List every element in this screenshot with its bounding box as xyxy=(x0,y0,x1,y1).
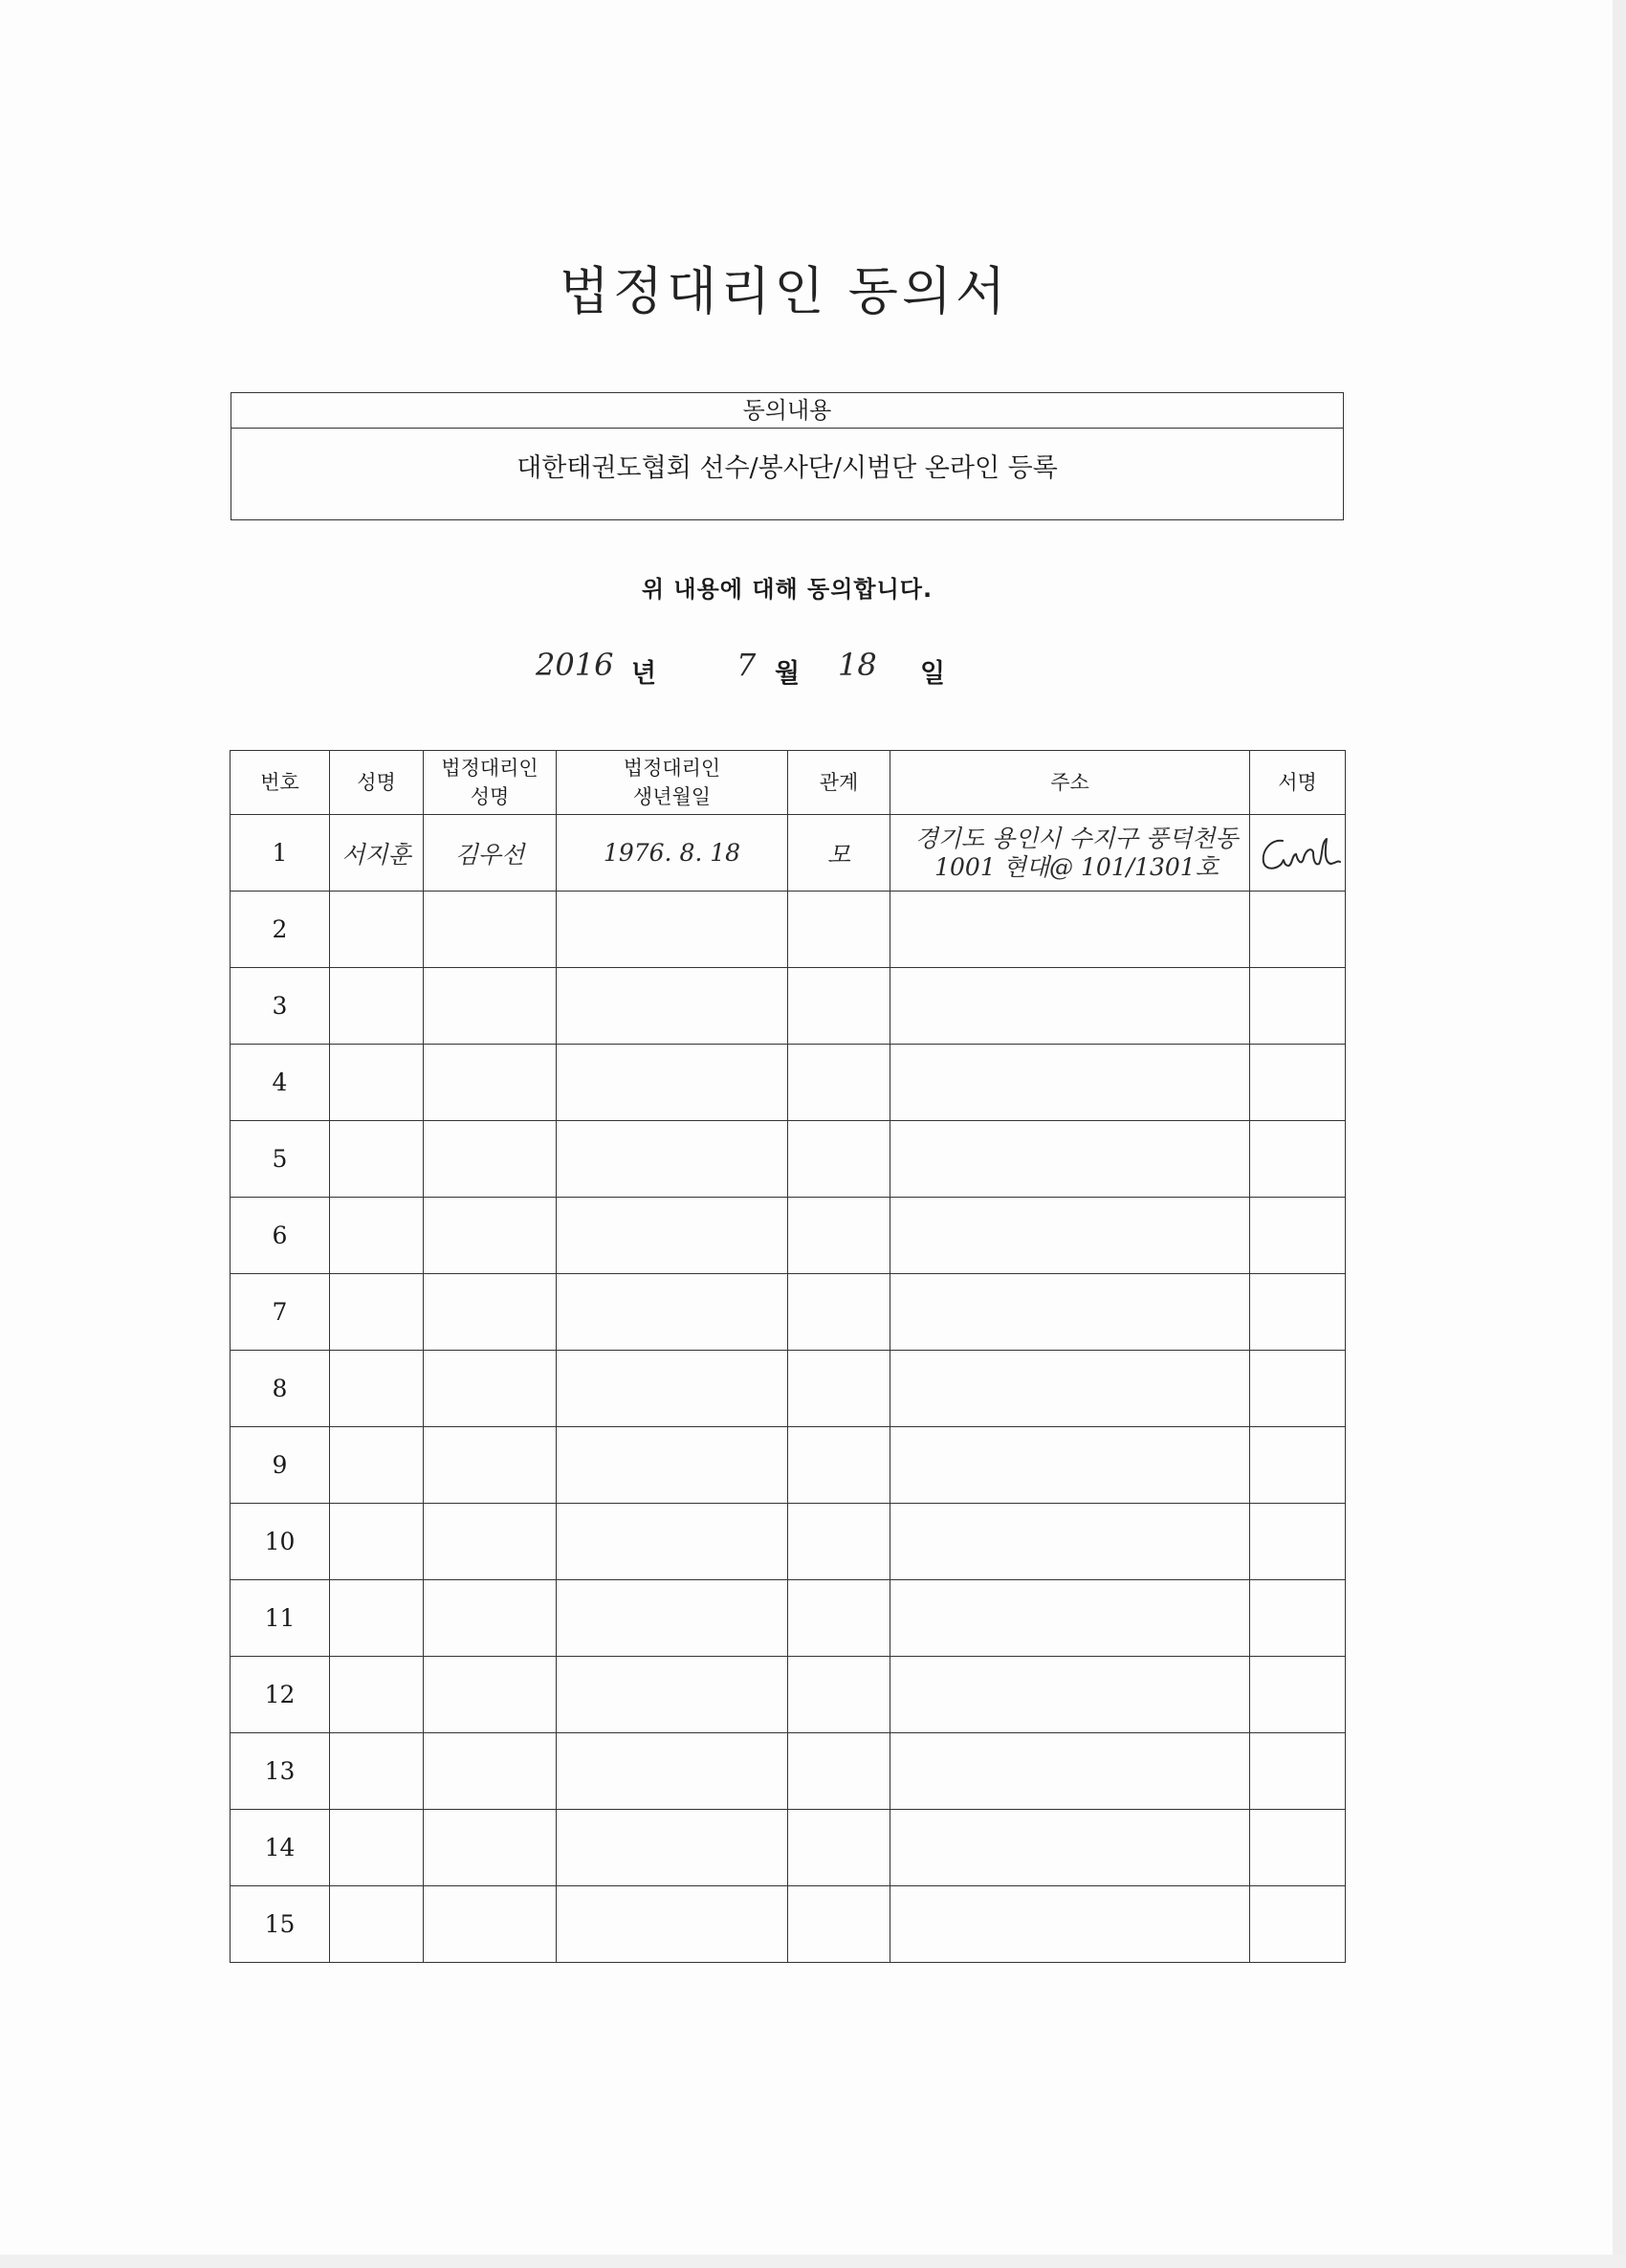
row-guardian-birth xyxy=(557,892,788,968)
agreement-statement: 위 내용에 대해 동의합니다. xyxy=(641,576,934,603)
row-number: 3 xyxy=(231,968,330,1045)
header-signature: 서명 xyxy=(1250,751,1346,815)
row-address-line2: 1001 현대@ 101/1301호 xyxy=(934,852,1219,881)
row-address xyxy=(890,1274,1250,1351)
consent-content-box xyxy=(231,392,1344,520)
date-year-value: 2016 xyxy=(536,647,614,683)
row-signature xyxy=(1250,1657,1346,1733)
header-relation: 관계 xyxy=(788,751,890,815)
row-name xyxy=(330,1427,424,1504)
row-guardian-name xyxy=(424,1580,557,1657)
row-number: 8 xyxy=(231,1351,330,1427)
row-address xyxy=(890,1198,1250,1274)
row-signature xyxy=(1250,1198,1346,1274)
row-relation xyxy=(788,1504,890,1580)
row-name xyxy=(330,1580,424,1657)
table-row xyxy=(231,1657,1346,1733)
table-row xyxy=(231,1274,1346,1351)
row-relation xyxy=(788,892,890,968)
row-signature xyxy=(1250,1121,1346,1198)
row-name xyxy=(330,1045,424,1121)
row-guardian-name xyxy=(424,1657,557,1733)
row-relation xyxy=(788,1045,890,1121)
row-guardian-name xyxy=(424,1810,557,1886)
row-name xyxy=(330,892,424,968)
row-guardian-name xyxy=(424,1045,557,1121)
row-signature xyxy=(1250,892,1346,968)
header-guardian-birth-line2: 생년월일 xyxy=(632,785,712,808)
row-relation xyxy=(788,1580,890,1657)
row-signature xyxy=(1250,815,1346,892)
row-address xyxy=(890,1427,1250,1504)
row-signature xyxy=(1250,1045,1346,1121)
row-relation xyxy=(788,1121,890,1198)
table-row xyxy=(231,1427,1346,1504)
guardian-registry-table xyxy=(230,750,1346,1963)
row-address xyxy=(890,1580,1250,1657)
table-row xyxy=(231,1121,1346,1198)
document-title: 법정대리인 동의서 xyxy=(559,261,1010,321)
consent-content-header: 동의내용 xyxy=(231,393,1343,429)
row-address xyxy=(890,1504,1250,1580)
row-name xyxy=(330,1198,424,1274)
row-guardian-name: 김우선 xyxy=(424,815,557,892)
row-guardian-birth xyxy=(557,1045,788,1121)
header-address: 주소 xyxy=(890,751,1250,815)
date-month-value: 7 xyxy=(736,647,757,683)
row-relation xyxy=(788,968,890,1045)
scan-edge-right xyxy=(1613,0,1626,2268)
row-name xyxy=(330,1810,424,1886)
row-signature xyxy=(1250,1733,1346,1810)
row-signature xyxy=(1250,1580,1346,1657)
date-day-unit: 일 xyxy=(920,659,946,689)
header-guardian-birth xyxy=(557,751,788,815)
row-signature xyxy=(1250,1274,1346,1351)
row-name xyxy=(330,968,424,1045)
table-row xyxy=(231,1886,1346,1963)
header-name: 성명 xyxy=(330,751,424,815)
row-number: 2 xyxy=(231,892,330,968)
row-guardian-birth xyxy=(557,1274,788,1351)
row-guardian-birth xyxy=(557,968,788,1045)
row-guardian-birth xyxy=(557,1198,788,1274)
row-number: 15 xyxy=(231,1886,330,1963)
row-guardian-name xyxy=(424,1351,557,1427)
row-address xyxy=(890,1121,1250,1198)
row-signature xyxy=(1250,1427,1346,1504)
row-guardian-name xyxy=(424,1886,557,1963)
table-row xyxy=(231,1504,1346,1580)
row-name xyxy=(330,1504,424,1580)
header-number: 번호 xyxy=(231,751,330,815)
row-address xyxy=(890,1045,1250,1121)
row-guardian-name xyxy=(424,1427,557,1504)
row-address xyxy=(890,1733,1250,1810)
row-number: 1 xyxy=(231,815,330,892)
row-guardian-birth xyxy=(557,1886,788,1963)
row-guardian-name xyxy=(424,1121,557,1198)
row-signature xyxy=(1250,1504,1346,1580)
row-signature xyxy=(1250,968,1346,1045)
table-header-row xyxy=(231,751,1346,815)
row-guardian-birth xyxy=(557,1121,788,1198)
row-name xyxy=(330,1121,424,1198)
table-row xyxy=(231,1580,1346,1657)
table-row xyxy=(231,1351,1346,1427)
row-number: 9 xyxy=(231,1427,330,1504)
row-guardian-birth xyxy=(557,1580,788,1657)
handwritten-signature-icon xyxy=(1254,829,1342,877)
row-guardian-name xyxy=(424,892,557,968)
row-name xyxy=(330,1351,424,1427)
header-guardian-birth-line1: 법정대리인 xyxy=(623,757,721,780)
row-name xyxy=(330,1733,424,1810)
row-address xyxy=(890,968,1250,1045)
row-number: 5 xyxy=(231,1121,330,1198)
table-row xyxy=(231,968,1346,1045)
row-signature xyxy=(1250,1810,1346,1886)
row-address xyxy=(890,1351,1250,1427)
row-relation xyxy=(788,1886,890,1963)
row-relation xyxy=(788,1274,890,1351)
row-relation xyxy=(788,1198,890,1274)
row-relation xyxy=(788,1810,890,1886)
row-guardian-birth xyxy=(557,1427,788,1504)
row-number: 6 xyxy=(231,1198,330,1274)
date-month-unit: 월 xyxy=(775,659,801,689)
row-relation xyxy=(788,1427,890,1504)
row-guardian-name xyxy=(424,1733,557,1810)
row-address xyxy=(890,815,1250,892)
table-row xyxy=(231,1733,1346,1810)
row-number: 12 xyxy=(231,1657,330,1733)
table-row xyxy=(231,815,1346,892)
row-relation: 모 xyxy=(788,815,890,892)
row-address xyxy=(890,892,1250,968)
row-guardian-name xyxy=(424,1198,557,1274)
row-relation xyxy=(788,1351,890,1427)
table-row xyxy=(231,1810,1346,1886)
header-guardian-name-line1: 법정대리인 xyxy=(441,757,538,780)
row-name: 서지훈 xyxy=(330,815,424,892)
row-name xyxy=(330,1657,424,1733)
row-name xyxy=(330,1274,424,1351)
row-signature xyxy=(1250,1351,1346,1427)
row-guardian-birth xyxy=(557,1657,788,1733)
row-guardian-birth xyxy=(557,1351,788,1427)
row-guardian-birth xyxy=(557,1733,788,1810)
row-name xyxy=(330,1886,424,1963)
row-number: 13 xyxy=(231,1733,330,1810)
row-number: 11 xyxy=(231,1580,330,1657)
row-guardian-name xyxy=(424,968,557,1045)
date-line xyxy=(536,643,1014,700)
row-address xyxy=(890,1886,1250,1963)
row-number: 10 xyxy=(231,1504,330,1580)
row-guardian-name xyxy=(424,1504,557,1580)
row-address xyxy=(890,1657,1250,1733)
row-number: 4 xyxy=(231,1045,330,1121)
scan-edge-bottom xyxy=(0,2255,1626,2268)
consent-content-body: 대한태권도협회 선수/봉사단/시범단 온라인 등록 xyxy=(516,453,1058,483)
date-year-unit: 년 xyxy=(631,659,657,689)
row-address xyxy=(890,1810,1250,1886)
row-guardian-birth xyxy=(557,1810,788,1886)
table-row xyxy=(231,1045,1346,1121)
row-number: 14 xyxy=(231,1810,330,1886)
row-guardian-birth xyxy=(557,1504,788,1580)
table-row xyxy=(231,892,1346,968)
row-guardian-name xyxy=(424,1274,557,1351)
row-address-line1: 경기도 용인시 수지구 풍덕천동 xyxy=(914,824,1239,852)
row-relation xyxy=(788,1657,890,1733)
row-number: 7 xyxy=(231,1274,330,1351)
row-guardian-birth: 1976. 8. 18 xyxy=(557,815,788,892)
header-guardian-name xyxy=(424,751,557,815)
row-relation xyxy=(788,1733,890,1810)
row-signature xyxy=(1250,1886,1346,1963)
date-day-value: 18 xyxy=(838,647,877,683)
table-row xyxy=(231,1198,1346,1274)
header-guardian-name-line2: 성명 xyxy=(470,785,510,808)
